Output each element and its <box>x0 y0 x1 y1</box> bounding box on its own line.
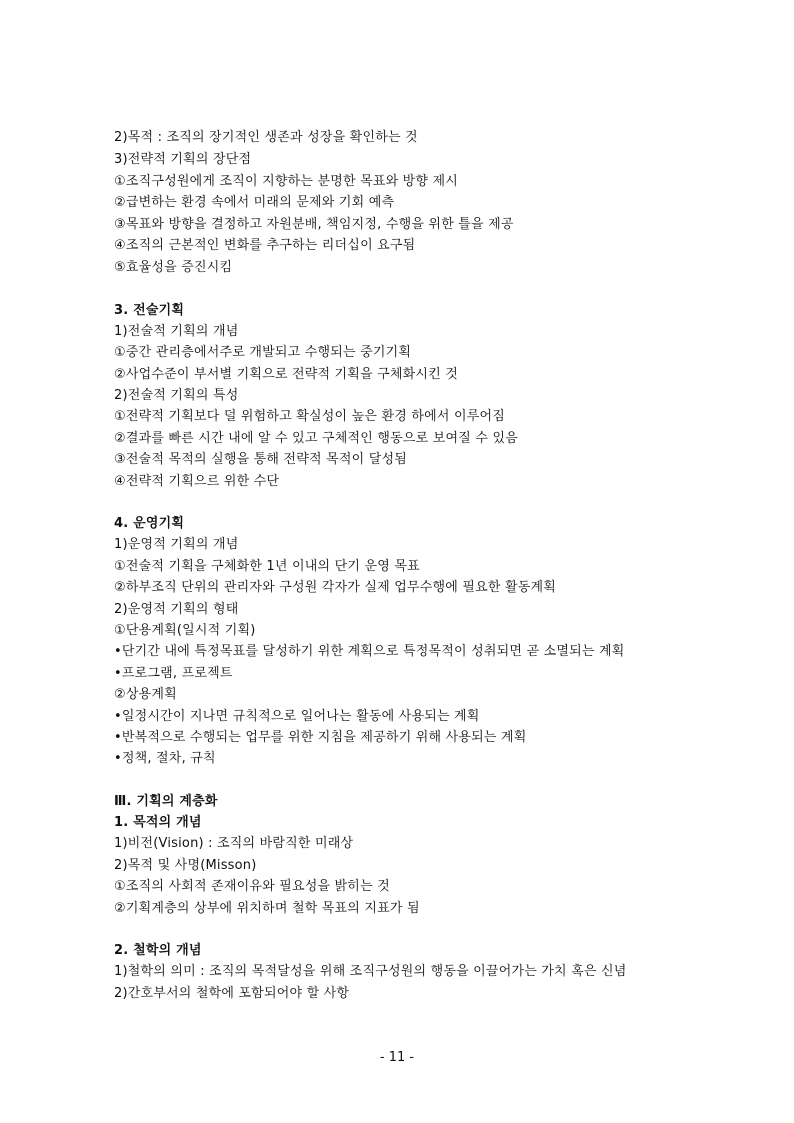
text-line: •프로그램, 프로젝트 <box>114 666 233 681</box>
text-line: ①조직구성원에게 조직이 지향하는 분명한 목표와 방향 제시 <box>114 174 459 189</box>
section-heading: 3. 전술기획 <box>114 303 185 318</box>
text-line: ①전술적 기획을 구체화한 1년 이내의 단기 운영 목표 <box>114 559 420 574</box>
page-number: - 11 - <box>379 1050 415 1065</box>
section-heading: 1. 목적의 개념 <box>114 815 202 830</box>
text-line: 2)목적 : 조직의 장기적인 생존과 성장을 확인하는 것 <box>114 130 418 145</box>
text-line: ①중간 관리층에서주로 개발되고 수행되는 중기기획 <box>114 345 412 360</box>
section-heading: 2. 철학의 개념 <box>114 943 202 958</box>
text-line: 2)간호부서의 철학에 포함되어야 할 사항 <box>114 986 350 1001</box>
text-line: 2)전술적 기획의 특성 <box>114 388 239 403</box>
text-line: •단기간 내에 특정목표를 달성하기 위한 계획으로 특정목적이 성취되면 곧 소멸되는 계획 <box>114 644 625 659</box>
chapter-heading: Ⅲ. 기획의 계층화 <box>114 794 218 809</box>
text-line: ②사업수준이 부서별 기획으로 전략적 기획을 구체화시킨 것 <box>114 367 459 382</box>
text-line: ②상용계획 <box>114 687 177 702</box>
text-line: ④전략적 기획으르 위한 수단 <box>114 474 280 489</box>
text-line: •정책, 절차, 규칙 <box>114 751 216 766</box>
text-line: 2)운영적 기획의 형태 <box>114 602 239 617</box>
text-line: ②기획계층의 상부에 위치하며 철학 목표의 지표가 됨 <box>114 901 420 916</box>
text-line: ③목표와 방향을 결정하고 자원분배, 책임지정, 수행을 위한 틀을 제공 <box>114 217 514 232</box>
text-line: ②결과를 빠른 시간 내에 알 수 있고 구체적인 행동으로 보여질 수 있음 <box>114 431 518 446</box>
text-line: 1)전술적 기획의 개념 <box>114 324 239 339</box>
text-line: ②급변하는 환경 속에서 미래의 문제와 기회 예측 <box>114 195 395 210</box>
text-line: 1)비전(Vision) : 조직의 바람직한 미래상 <box>114 836 354 851</box>
text-line: 1)운영적 기획의 개념 <box>114 537 239 552</box>
text-line: ④조직의 근본적인 변화를 추구하는 리더십이 요구됨 <box>114 238 416 253</box>
text-line: ①단용계획(일시적 기획) <box>114 623 256 638</box>
text-line: ①조직의 사회적 존재이유와 필요성을 밝히는 것 <box>114 879 390 894</box>
text-line: ②하부조직 단위의 관리자와 구성원 각자가 실제 업무수행에 필요한 활동계획 <box>114 580 557 595</box>
section-heading: 4. 운영기획 <box>114 516 185 531</box>
text-line: •일정시간이 지나면 규칙적으로 일어나는 활동에 사용되는 계획 <box>114 709 480 724</box>
text-line: ①전략적 기획보다 덜 위험하고 확실성이 높은 환경 하에서 이루어짐 <box>114 409 505 424</box>
text-line: ⑤효율성을 증진시킴 <box>114 260 233 275</box>
text-line: •반복적으로 수행되는 업무를 위한 지침을 제공하기 위해 사용되는 계획 <box>114 730 527 745</box>
text-line: 1)철학의 의미 : 조직의 목적달성을 위해 조직구성원의 행동을 이끌어가는 가치 혹은 신념 <box>114 964 627 979</box>
text-line: ③전술적 목적의 실행을 통해 전략적 목적이 달성됨 <box>114 452 408 467</box>
text-line: 3)전략적 기획의 장단점 <box>114 152 252 167</box>
text-line: 2)목적 및 사명(Misson) <box>114 858 257 873</box>
